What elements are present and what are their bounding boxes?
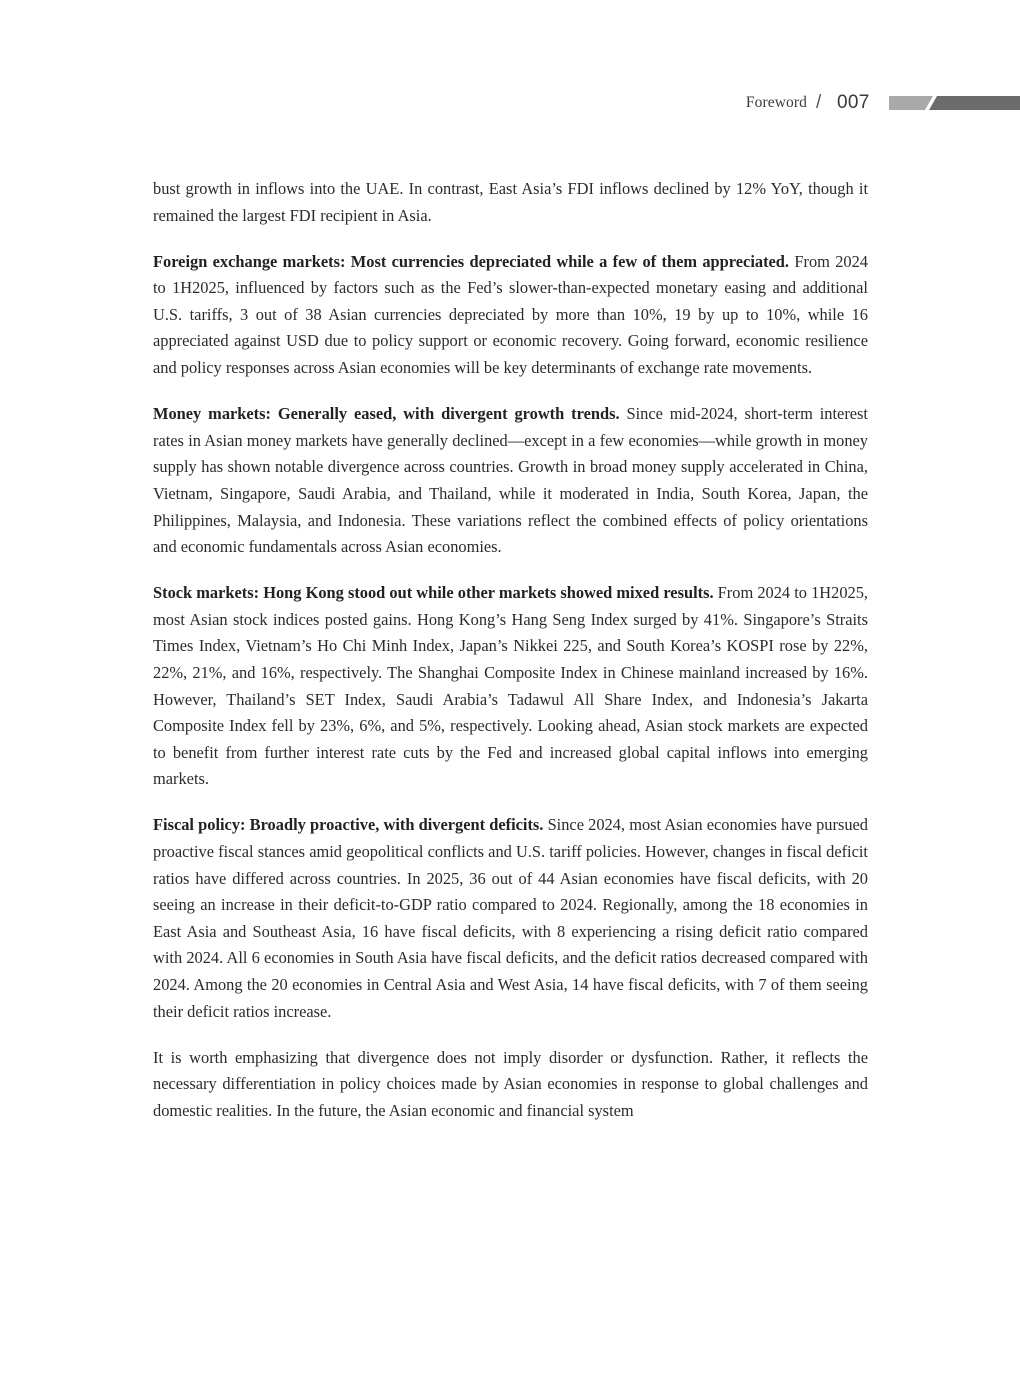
paragraph-stock-markets	[153, 580, 868, 793]
header-separator: /	[816, 92, 822, 113]
paragraph-fiscal-policy	[153, 812, 868, 1025]
header-bar-light-segment	[889, 96, 933, 110]
paragraph-body: bust growth in inflows into the UAE. In contrast, East Asia’s FDI inflows declined by 12% YoY, though it remained the largest FDI recipient in Asia.	[153, 179, 868, 225]
paragraph-foreign-exchange	[153, 249, 868, 382]
paragraph-body: Since 2024, most Asian economies have pursued proactive fiscal stances amid geopolitical conflicts and U.S. tariff policies. However, changes in fiscal deficit ratios have differed across countries. In 2025, 36 out of 44 Asian economies have fiscal deficits, with 20 seeing an increase in their deficit-to-GDP ratio compared to 2024. Regionally, among the 18 economies in East Asia and Southeast Asia, 16 have fiscal deficits, with 8 experiencing a rising deficit ratio compared with 2024. All 6 economies in South Asia have fiscal deficits, and the deficit ratios decreased compared with 2024. Among the 20 economies in Central Asia and West Asia, 14 have fiscal deficits, with 7 of them seeing their deficit ratios increase.	[153, 815, 868, 1021]
paragraph-heading: Money markets: Generally eased, with divergent growth trends.	[153, 404, 620, 424]
paragraph-fdi-continuation	[153, 176, 868, 229]
body-text	[153, 176, 868, 1144]
paragraph-heading: Foreign exchange markets: Most currencies depreciated while a few of them appreciated.	[153, 251, 790, 271]
paragraph-body: From 2024 to 1H2025, most Asian stock indices posted gains. Hong Kong’s Hang Seng Index surged by 41%. Singapore’s Straits Times Index, Vietnam’s Ho Chi Minh Index, Japan’s Nikkei 225, and South Korea’s KOSPI rose by 22%, 22%, 21%, and 16%, respectively. The Shanghai Composite Index in Chinese mainland increased by 16%. However, Thailand’s SET Index, Saudi Arabia’s Tadawul All Share Index, and Indonesia’s Jakarta Composite Index fell by 23%, 6%, and 5%, respectively. Looking ahead, Asian stock markets are expected to benefit from further interest rate cuts by the Fed and increased global capital inflows into emerging markets.	[153, 583, 868, 789]
paragraph-body: From 2024 to 1H2025, influenced by factors such as the Fed’s slower-than-expected monetary easing and additional U.S. tariffs, 3 out of 38 Asian currencies depreciated by more than 10%, 19 by up to 10%, while 16 appreciated against USD due to policy support or economic recovery. Going forward, economic resilience and policy responses across Asian economies will be key determinants of exchange rate movements.	[153, 251, 868, 378]
header-decorative-bar	[889, 96, 1020, 110]
running-header-section: Foreword	[745, 94, 807, 111]
paragraph-body: Since mid-2024, short-term interest rates in Asian money markets have generally declined—except in a few economies—while growth in money supply has shown notable divergence across countries. Growth in broad money supply accelerated in China, Vietnam, Singapore, Saudi Arabia, and Thailand, while it moderated in India, South Korea, Japan, the Philippines, Malaysia, and Indonesia. These variations reflect the combined effects of policy orientations and economic fundamentals across Asian economies.	[153, 404, 868, 557]
paragraph-body: It is worth emphasizing that divergence does not imply disorder or dysfunction. Rather, it reflects the necessary differentiation in policy choices made by Asian economies in response to global challenges and domestic realities. In the future, the Asian economic and financial system	[153, 1047, 868, 1120]
paragraph-money-markets	[153, 401, 868, 561]
page-header	[0, 92, 1020, 116]
paragraph-divergence-emphasis	[153, 1045, 868, 1125]
header-bar-dark-segment	[929, 96, 1020, 110]
paragraph-heading: Fiscal policy: Broadly proactive, with divergent deficits.	[153, 815, 544, 835]
paragraph-heading: Stock markets: Hong Kong stood out while other markets showed mixed results.	[153, 583, 714, 603]
page-number: 007	[837, 92, 870, 113]
